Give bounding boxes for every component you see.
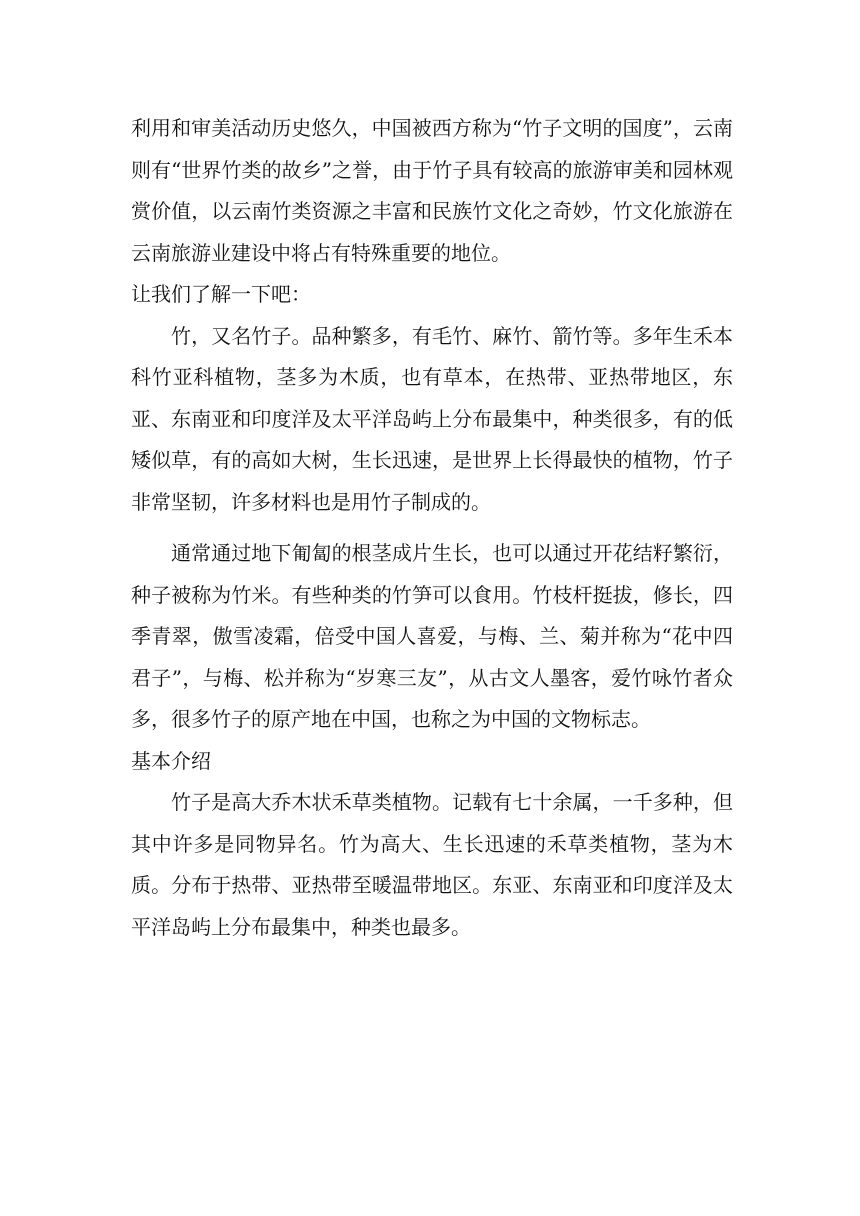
document-body: [131, 108, 733, 948]
paragraph-bamboo-growth-culture: 通常通过地下匍匐的根茎成片生长，也可以通过开花结籽繁衍，种子被称为竹米。有些种类的竹笋可以食用。竹枝杆挺拔，修长，四季青翠，傲雪凌霜，倍受中国人喜爱，与梅、兰、菊并称为“花中四君子”，与梅、松并称为“岁寒三友”，从古文人墨客，爱竹咏竹者众多，很多竹子的原产地在中国，也称之为中国的文物标志。: [131, 541, 733, 731]
section-heading-basic-intro: 基本介绍: [131, 748, 211, 773]
paragraph-intro-continuation: 利用和审美活动历史悠久，中国被西方称为“竹子文明的国度”，云南则有“世界竹类的故乡”之誉，由于竹子具有较高的旅游审美和园林观赏价值，以云南竹类资源之丰富和民族竹文化之奇妙，竹文化旅游在云南旅游业建设中将占有特殊重要的地位。: [131, 116, 733, 265]
paragraph-lead-in: 让我们了解一下吧：: [131, 282, 311, 306]
paragraph-bamboo-overview: 竹，又名竹子。品种繁多，有毛竹、麻竹、箭竹等。多年生禾本科竹亚科植物，茎多为木质，也有草本，在热带、亚热带地区，东亚、东南亚和印度洋及太平洋岛屿上分布最集中，种类很多，有的低矮似草，有的高如大树，生长迅速，是世界上长得最快的植物，竹子非常坚韧，许多材料也是用竹子制成的。: [131, 323, 733, 514]
paragraph-basic-intro: 竹子是高大乔木状禾草类植物。记载有七十余属，一千多种，但其中许多是同物异名。竹为高大、生长迅速的禾草类植物，茎为木质。分布于热带、亚热带至暖温带地区。东亚、东南亚和印度洋及太平洋岛屿上分布最集中，种类也最多。: [131, 790, 733, 939]
